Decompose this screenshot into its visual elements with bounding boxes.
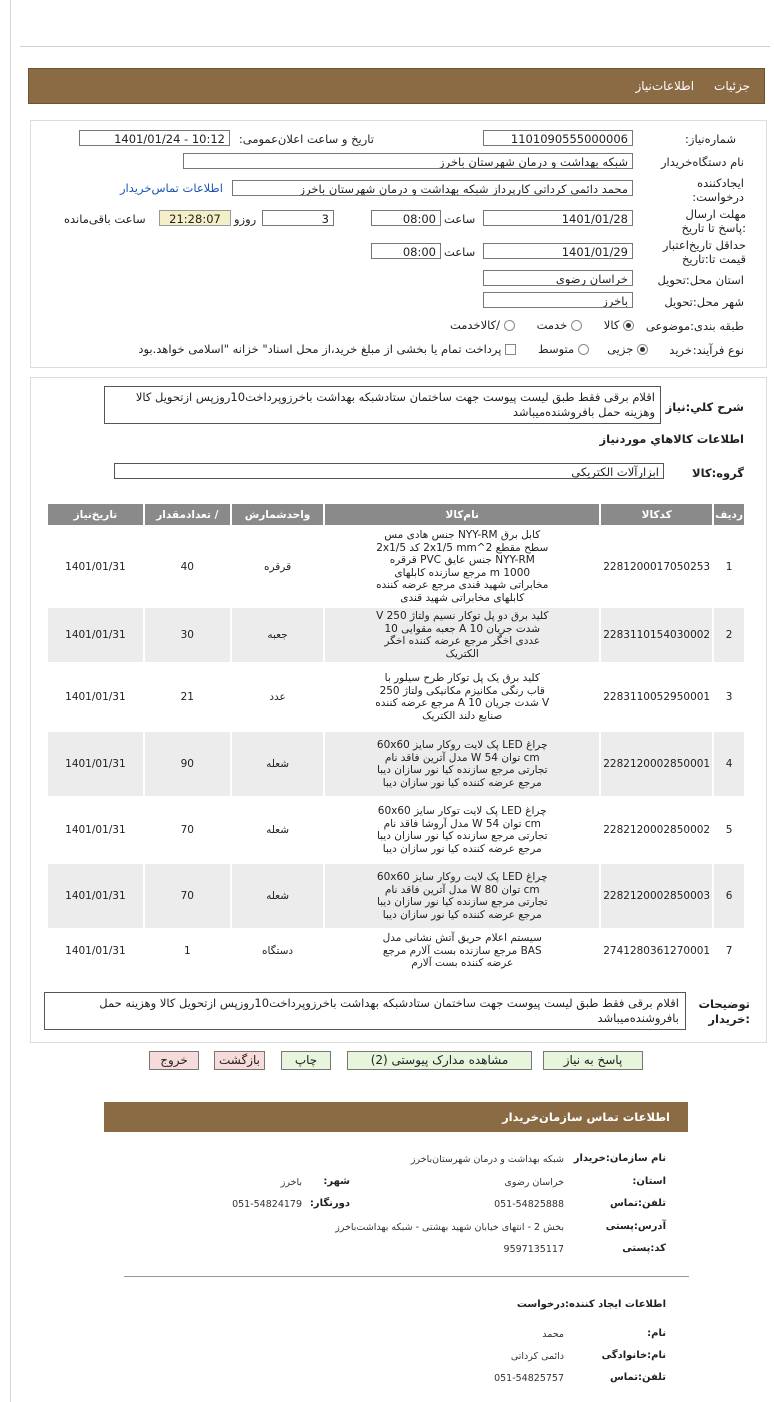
cell-name — [325, 527, 599, 606]
province-contact-label: استان: — [632, 1176, 666, 1187]
cell-row: 1 — [714, 527, 744, 606]
need-number-field: 1101090555000006 — [483, 130, 633, 146]
cell-unit: شعله — [232, 732, 323, 796]
reply-button[interactable]: پاسخ به نیاز — [543, 1051, 643, 1070]
cell-name-text: چراغ LED پک لایت روکار سایز 60x60 cm توان 54 W مدل آترین فاقد نام تجارتی مرجع سازنده کیا نور سازان دیبا مرجع عرضه کننده کیا نور سازان دیبا — [376, 739, 548, 789]
left-border-line — [10, 0, 11, 1402]
category-options — [450, 318, 634, 332]
cell-code: 2281200017050253 — [601, 527, 712, 606]
validity-label: حداقل تاریخ‌اعتبار قیمت تا:تاریخ — [662, 238, 746, 266]
validity-date-field: 1401/01/29 — [483, 243, 633, 259]
radio-goods-label: کالا — [603, 318, 620, 332]
cell-unit: دستگاه — [232, 930, 323, 972]
print-button[interactable]: چاپ — [281, 1051, 331, 1070]
back-button[interactable]: بازگشت — [214, 1051, 265, 1070]
goods-table — [46, 502, 746, 974]
validity-hour-label: ساعت — [444, 245, 476, 259]
cell-unit: شعله — [232, 798, 323, 862]
table-row — [48, 664, 744, 730]
creator-name-value: محمد — [542, 1329, 564, 1340]
creator-family-label: نام:خانوادگی — [601, 1350, 666, 1361]
radio-service-label: خدمت — [536, 318, 568, 332]
buyer-contact-link[interactable]: اطلاعات تماس‌خریدار — [120, 181, 223, 195]
days-field: 3 — [262, 210, 334, 226]
col-name: نام‌کالا — [325, 504, 599, 525]
city-contact-label: شهر: — [323, 1176, 350, 1187]
deadline-time-field: 08:00 — [371, 210, 441, 226]
goods-group-field: ابزارآلات الکتریکی — [114, 463, 664, 479]
radio-goods[interactable] — [623, 320, 634, 331]
cell-code: 2283110052950001 — [601, 664, 712, 730]
org-label: نام سازمان:خریدار — [573, 1153, 666, 1164]
desc-text-box: اقلام برقی فقط طبق لیست پیوست جهت ساختمان ستادشبکه بهداشت باخرزوپرداخت10روزپس ازتحویل کالا وهزینه حمل بافروشنده‌میباشد — [104, 386, 661, 424]
process-options — [138, 342, 648, 356]
buyer-notes-box: اقلام برقی فقط طبق لیست پیوست جهت ساختمان ستادشبکه بهداشت باخرزوپرداخت10روزپس ازتحویل کالا وهزینه حمل بافروشنده‌میباشد — [44, 992, 686, 1030]
province-contact-value: خراسان رضوی — [504, 1177, 564, 1188]
cell-name-text: چراغ LED پک لایت توکار سایز 60x60 cm توان 54 W مدل آروشا فاقد نام تجارتی مرجع سازنده کیا نور سازان دیبا مرجع عرضه کننده کیا نور سازان دیبا — [376, 805, 548, 855]
col-code: کدکالا — [601, 504, 712, 525]
cell-date: 1401/01/31 — [48, 732, 143, 796]
table-row — [48, 798, 744, 862]
table-row — [48, 732, 744, 796]
exit-button[interactable]: خروج — [149, 1051, 199, 1070]
table-row — [48, 527, 744, 606]
cell-row: 6 — [714, 864, 744, 928]
table-header-row — [48, 504, 744, 525]
announce-field: 1401/01/24 - 10:12 — [79, 130, 230, 146]
contact-separator — [124, 1276, 689, 1277]
radio-goods-service-label: /کالاخدمت — [449, 318, 500, 332]
table-row — [48, 930, 744, 972]
buyer-contact-header: اطلاعات تماس سازمان‌خریدار — [104, 1102, 688, 1132]
remaining-label: ساعت باقی‌مانده — [64, 212, 146, 226]
top-divider — [20, 46, 770, 47]
cell-name — [325, 930, 599, 972]
cell-name-text: چراغ LED پک لایت روکار سایز 60x60 cm توان 80 W مدل آترین فاقد نام تجارتی مرجع سازنده کیا نور سازان دیبا مرجع عرضه کننده کیا نور سازان دیبا — [376, 871, 548, 921]
cell-row: 2 — [714, 608, 744, 662]
desc-label: شرح کلي:نياز — [665, 400, 744, 414]
cell-name — [325, 664, 599, 730]
process-buy: خرید — [669, 343, 692, 357]
cell-unit: شعله — [232, 864, 323, 928]
cell-name — [325, 732, 599, 796]
cell-qty: 1 — [145, 930, 230, 972]
cell-date: 1401/01/31 — [48, 798, 143, 862]
city-contact-value: باخرز — [280, 1177, 302, 1188]
creator-phone-label: تلفن:تماس — [609, 1372, 666, 1383]
goods-info-title: اطلاعات کالاهاي موردنياز — [599, 432, 744, 446]
validity-time-field: 08:00 — [371, 243, 441, 259]
col-unit: واحدشمارش — [232, 504, 323, 525]
need-number-label: شماره‌نیاز: — [685, 132, 736, 146]
deadline-label: مهلت ارسال :پاسخ تا تاریخ — [681, 207, 746, 235]
cell-code: 2741280361270001 — [601, 930, 712, 972]
phone-label: تلفن:تماس — [609, 1198, 666, 1209]
radio-medium-label: متوسط — [538, 342, 575, 356]
creator-field: محمد دائمی کرداتی کارپرداز شبکه بهداشت و درمان شهرستان باخرز — [232, 180, 633, 196]
cell-name-text: کلید برق دو پل توکار نسیم ولتاژ 250 V شدت جریان 10 A جعبه مقوایی 10 عددی اخگر مرجع عرضه کننده اخگر الکتریک — [376, 610, 549, 660]
cell-qty: 70 — [145, 798, 230, 862]
cell-qty: 90 — [145, 732, 230, 796]
payment-note: پرداخت تمام یا بخشی از مبلغ خرید،از محل اسناد" خزانه "اسلامی خواهد.بود — [138, 342, 502, 356]
cell-name-text: کلید برق یک پل توکار طرح سیلور با قاب رنگی مکانیزم مکانیکی ولتاژ 250 V شدت جریان 10 A مرجع عرضه کننده صنایع دلند الکتریک — [375, 672, 550, 722]
cell-row: 5 — [714, 798, 744, 862]
view-attachments-button[interactable]: مشاهده مدارک پیوستی (2) — [347, 1051, 532, 1070]
table-row — [48, 608, 744, 662]
radio-medium[interactable] — [578, 344, 589, 355]
cell-row: 7 — [714, 930, 744, 972]
cell-qty: 21 — [145, 664, 230, 730]
creator-info-title: اطلاعات ایجاد کننده:درخواست — [516, 1299, 666, 1310]
creator-family-value: دائمی کرداتی — [510, 1351, 564, 1362]
remaining-time-badge: 21:28:07 — [159, 210, 231, 226]
col-row: ردیف — [714, 504, 744, 525]
address-value: بخش 2 - انتهای خیابان شهید بهشتی - شبکه بهداشت‌باخرز — [335, 1222, 564, 1233]
col-date: تاریخ‌نیاز — [48, 504, 143, 525]
cell-qty: 40 — [145, 527, 230, 606]
process-label: نوع فرآیند: — [692, 343, 744, 357]
cell-name-text: سیستم اعلام حریق آتش نشانی مدل BAS مرجع سازنده بست آلارم مرجع عرضه کننده بست آلارم — [382, 932, 542, 970]
goods-group-label: گروه:کالا — [692, 466, 744, 480]
radio-partial-label: جزیی — [607, 342, 634, 356]
cell-unit: قرقره — [232, 527, 323, 606]
org-value: شبکه بهداشت و درمان شهرستان‌باخرز — [410, 1154, 564, 1165]
fax-value: 051-54824179 — [232, 1199, 302, 1210]
tab-details[interactable]: جزئیات — [714, 79, 750, 93]
table-row — [48, 864, 744, 928]
tab-need-info[interactable]: اطلاعات‌نیاز — [635, 79, 695, 93]
cell-name-text: کابل برق NYY-RM جنس هادی مس سطح مقطع 2^2x1/5 mm کد 2x1/5 NYY-RM جنس عایق PVC قرقره 1000 m مرجع سازنده کابلهای مخابراتی شهید قندی مرجع عرضه کننده کابلهای مخابراتی شهید قندی — [376, 529, 549, 604]
deadline-hour-label: ساعت — [444, 212, 476, 226]
cell-qty: 30 — [145, 608, 230, 662]
buyer-label: نام دستگاه‌خریدار — [660, 155, 744, 169]
cell-row: 3 — [714, 664, 744, 730]
cell-name — [325, 798, 599, 862]
cell-code: 2282120002850002 — [601, 798, 712, 862]
cell-date: 1401/01/31 — [48, 930, 143, 972]
fax-label: دورنگار: — [309, 1198, 350, 1209]
buyer-field: شبکه بهداشت و درمان شهرستان باخرز — [183, 153, 633, 169]
postal-label: کد:پستی — [622, 1243, 666, 1254]
city-label: شهر محل:تحویل — [664, 295, 744, 309]
creator-phone-value: 051-54825757 — [494, 1373, 564, 1384]
city-field: باخرز — [483, 292, 633, 308]
payment-checkbox[interactable] — [505, 344, 516, 355]
cell-code: 2282120002850003 — [601, 864, 712, 928]
cell-code: 2283110154030002 — [601, 608, 712, 662]
buyer-notes-label: توضیحات :خریدار — [698, 997, 750, 1026]
cell-name — [325, 864, 599, 928]
radio-goods-service[interactable] — [504, 320, 515, 331]
postal-value: 9597135117 — [503, 1244, 564, 1255]
cell-date: 1401/01/31 — [48, 527, 143, 606]
radio-service[interactable] — [571, 320, 582, 331]
top-nav-bar — [28, 68, 765, 104]
deadline-date-field: 1401/01/28 — [483, 210, 633, 226]
cell-name — [325, 608, 599, 662]
radio-partial[interactable] — [637, 344, 648, 355]
category-label: طبقه بندی:موضوعی — [645, 319, 744, 333]
province-field: خراسان رضوی — [483, 270, 633, 286]
announce-label: تاریخ و ساعت اعلان‌عمومی: — [238, 132, 374, 146]
col-qty: / تعدادمقدار — [145, 504, 230, 525]
days-label: روزو — [234, 212, 257, 226]
cell-unit: عدد — [232, 664, 323, 730]
cell-date: 1401/01/31 — [48, 608, 143, 662]
cell-date: 1401/01/31 — [48, 864, 143, 928]
cell-qty: 70 — [145, 864, 230, 928]
province-label: استان محل:تحویل — [657, 273, 744, 287]
phone-value: 051-54825888 — [494, 1199, 564, 1210]
creator-name-label: نام: — [647, 1328, 666, 1339]
cell-unit: جعبه — [232, 608, 323, 662]
cell-date: 1401/01/31 — [48, 664, 143, 730]
address-label: آدرس:پستی — [605, 1221, 666, 1232]
cell-row: 4 — [714, 732, 744, 796]
cell-code: 2282120002850001 — [601, 732, 712, 796]
creator-label: ایجادکننده درخواست: — [692, 176, 744, 204]
